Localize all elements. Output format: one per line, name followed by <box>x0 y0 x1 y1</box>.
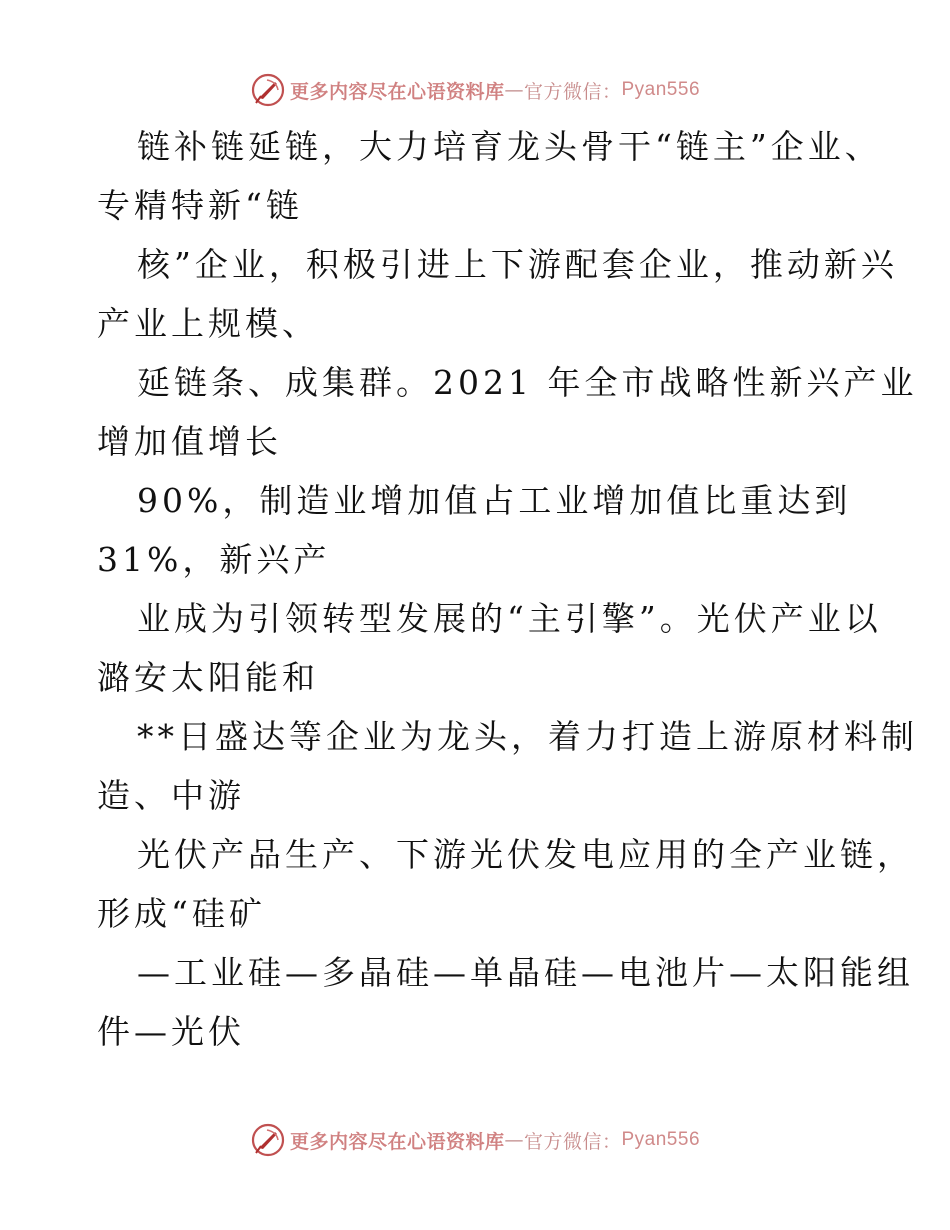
header-watermark <box>0 70 950 110</box>
watermark-site-text: 更多内容尽在心语资料库 <box>289 80 505 103</box>
text-line: 31%，新兴产 <box>97 540 331 579</box>
text-line: 90%，制造业增加值占工业增加值比重达到 <box>137 481 852 520</box>
quill-logo-icon <box>250 1122 286 1158</box>
text-line: 专精特新“链 <box>97 186 303 225</box>
text-line: 潞安太阳能和 <box>97 658 319 697</box>
watermark-separator: — <box>504 1129 524 1151</box>
watermark-wechat-id: Pyan556 <box>621 1129 701 1150</box>
text-line: 光伏产品生产、下游光伏发电应用的全产业链， <box>137 835 914 874</box>
footer-watermark <box>0 1120 950 1160</box>
text-line: 延链条、成集群。2021 年全市战略性新兴产业 <box>137 363 918 402</box>
text-line: 形成“硅矿 <box>97 894 266 933</box>
watermark-separator: — <box>504 79 524 101</box>
text-line: —工业硅—多晶硅—单晶硅—电池片—太阳能组 <box>137 953 914 992</box>
text-line: 件—光伏 <box>97 1012 245 1051</box>
text-line: 造、中游 <box>97 776 245 815</box>
text-line: 产业上规模、 <box>97 304 319 343</box>
watermark-wechat-label: 官方微信： <box>523 1130 622 1153</box>
text-line: 核”企业，积极引进上下游配套企业，推动新兴 <box>137 245 898 284</box>
watermark-wechat-id: Pyan556 <box>621 79 701 100</box>
watermark-wechat-label: 官方微信： <box>523 80 622 103</box>
text-line: 增加值增长 <box>97 422 282 461</box>
text-line: 业成为引领转型发展的“主引擎”。光伏产业以 <box>137 599 882 638</box>
watermark-site-text: 更多内容尽在心语资料库 <box>289 1130 505 1153</box>
document-body <box>97 117 918 1061</box>
quill-logo-icon <box>250 72 286 108</box>
text-line: 链补链延链，大力培育龙头骨干“链主”企业、 <box>137 127 882 166</box>
text-line: **日盛达等企业为龙头，着力打造上游原材料制 <box>137 717 918 756</box>
